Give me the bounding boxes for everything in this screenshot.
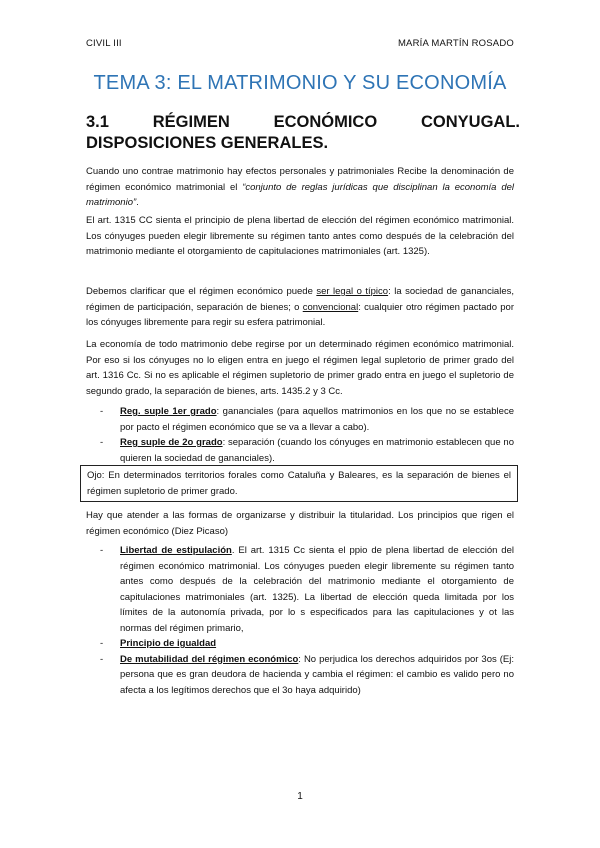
list-item-term: Reg suple de 2o grado (120, 437, 223, 448)
page-number: 1 (297, 791, 303, 802)
note-box: Ojo: En determinados territorios forales como Cataluña y Baleares, es la separación de bienes el régimen supletorio de primer grado. (80, 465, 518, 502)
paragraph-3-b: : la sociedad de gananciales, régimen de participación, separación de bienes; o (86, 286, 514, 313)
page-title: TEMA 3: EL MATRIMONIO Y SU ECONOMÍA (93, 72, 507, 94)
paragraph-5: Hay que atender a las formas de organizarse y distribuir la titularidad. Los principios que rigen el régimen económico (Diez Picaso) (86, 510, 514, 537)
paragraph-3 (86, 284, 514, 331)
list-item-text: : separación (cuando los cónyuges en matrimonio establecen que no quieren la sociedad de gananciales). (120, 437, 514, 464)
list-item-text: : gananciales (para aquellos matrimonios en los que no se establece por pacto el régimen económico que se va a llevar a cabo). (120, 406, 514, 433)
list-item: - Libertad de estipulación. El art. 1315 Cc sienta el ppio de plena libertad de elección del régimen económico matrimonial. Los cónyuges pueden elegir libremente su régimen tanto antes como después de la celebración del matrimonio mediante el otorgamiento de capitulaciones matrimoniales (art. 1325). La libertad de elección queda limitada por los límites de la autonomía privada, por lo s especificados para las capitulaciones y ot las normas del régimen primario, (100, 545, 514, 634)
header-course: CIVIL III (86, 38, 122, 49)
list-item-text: : No perjudica los derechos adquiridos por 3os (Ej: persona que es gran deudora de hacienda y cambia el régimen: el cambio es valido pero no afecta a los legítimos derechos que el 3o haya adquirido) (120, 653, 515, 696)
paragraph-3-conventional-term: convencional (302, 301, 359, 313)
principles-list (86, 543, 514, 698)
paragraph-3-legal-term: ser legal o típico (316, 286, 389, 297)
paragraph-3-a: Debemos clarificar que el régimen económico puede (86, 286, 317, 297)
paragraph-1-end: . (136, 197, 139, 208)
page-header (86, 38, 514, 49)
list-item: - Reg suple de 2o grado: separación (cuando los cónyuges en matrimonio establecen que no quieren la sociedad de gananciales). (100, 437, 514, 464)
list-item-term: Principio de igualdad (120, 638, 217, 649)
paragraph-3-c: : cualquier otro régimen pactado por los cónyuges libremente para regir su esfera patrimonial. (86, 301, 514, 328)
list-item-term: De mutabilidad del régimen económico (120, 653, 299, 665)
paragraph-1 (86, 164, 514, 211)
list-item-text: . El art. 1315 Cc sienta el ppio de plena libertad de elección del régimen económico matrimonial. Los cónyuges pueden elegir libremente su régimen tanto antes como después de la celebración del matrimonio mediante el otorgamiento de capitulaciones matrimoniales (art. 1325). La libertad de elección queda limitada por los límites de la autonomía privada, por lo s especificados para las capitulaciones y ot las normas del régimen primario, (120, 545, 514, 634)
list-item: - Reg. suple 1er grado: gananciales (para aquellos matrimonios en los que no se establece por pacto el régimen económico que se va a llevar a cabo). (100, 406, 514, 433)
list-item-term: Reg. suple 1er grado (120, 406, 217, 417)
list-item: - Principio de igualdad (100, 638, 217, 649)
section-heading: 3.1 RÉGIMEN ECONÓMICO CONYUGAL. DISPOSICIONES GENERALES. (86, 113, 520, 152)
paragraph-1-quote: “conjunto de reglas jurídicas que disciplinan la economía del matrimonio” (86, 181, 514, 208)
list-item-term: Libertad de estipulación (120, 545, 232, 556)
paragraph-2: El art. 1315 CC sienta el principio de plena libertad de elección del régimen económico matrimonial. Los cónyuges pueden elegir libremente su régimen tanto antes como después de la celebración del matrimonio mediante el otorgamiento de capitulaciones matrimoniales (art. 1325). (86, 215, 514, 257)
paragraph-1-text: Cuando uno contrae matrimonio hay efectos personales y patrimoniales Recibe la denominación de régimen económico matrimonial el (86, 166, 514, 193)
supletorio-list (86, 404, 514, 466)
list-item: - De mutabilidad del régimen económico: No perjudica los derechos adquiridos por 3os (Ej: persona que es gran deudora de hacienda y cambia el régimen: el cambio es valido pero no afecta a los legítimos derechos que el 3o haya adquirido) (100, 653, 515, 696)
header-author: MARÍA MARTÍN ROSADO (397, 38, 514, 49)
paragraph-4: La economía de todo matrimonio debe regirse por un determinado régimen económico matrimonial. Por eso si los cónyuges no lo eligen entra en juego el régimen legal supletorio de primer grado del art. 1316 Cc. Si no es aplicable el régimen supletorio de primer grado entra en juego el supletorio de segundo grado, la separación de bienes, arts. 1435.2 y 3 Cc. (86, 339, 514, 397)
